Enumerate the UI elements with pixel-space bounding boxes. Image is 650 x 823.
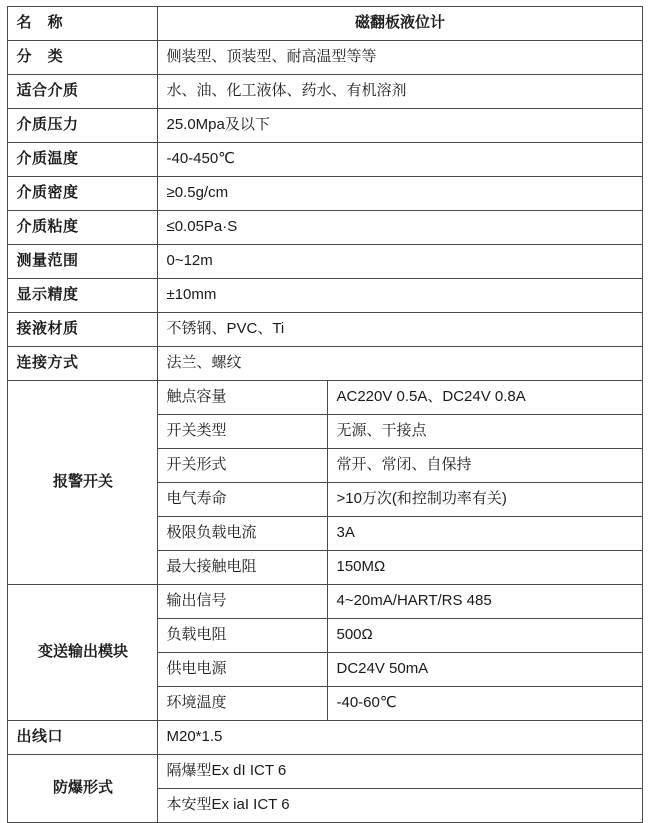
row-label-outlet: 出线口 — [8, 721, 158, 755]
table-row — [8, 75, 642, 109]
sub-value-output-signal: 4~20mA/HART/RS 485 — [328, 585, 642, 619]
row-value-medium: 水、油、化工液体、药水、有机溶剂 — [158, 75, 642, 109]
sub-value-switch-type: 无源、干接点 — [328, 415, 642, 449]
row-label-density: 介质密度 — [8, 177, 158, 211]
sub-value-max-contact-resistance: 150MΩ — [328, 551, 642, 585]
row-label-viscosity: 介质粘度 — [8, 211, 158, 245]
sub-label-limit-load-current: 极限负载电流 — [158, 517, 328, 551]
sub-label-contact-capacity: 触点容量 — [158, 381, 328, 415]
row-label-medium: 适合介质 — [8, 75, 158, 109]
sub-value-limit-load-current: 3A — [328, 517, 642, 551]
sub-value-contact-capacity: AC220V 0.5A、DC24V 0.8A — [328, 381, 642, 415]
table-row — [8, 177, 642, 211]
row-value-wetted-material: 不锈钢、PVC、Ti — [158, 313, 642, 347]
table-row — [8, 109, 642, 143]
table-row — [8, 381, 642, 415]
sub-value-explosion-proof-flameproof: 隔爆型Ex dI ICT 6 — [158, 755, 642, 789]
sub-label-load-resistance: 负载电阻 — [158, 619, 328, 653]
table-row — [8, 7, 642, 41]
row-label-connection: 连接方式 — [8, 347, 158, 381]
table-row — [8, 211, 642, 245]
sub-label-switch-form: 开关形式 — [158, 449, 328, 483]
sub-label-power-supply: 供电电源 — [158, 653, 328, 687]
sub-value-switch-form: 常开、常闭、自保持 — [328, 449, 642, 483]
row-value-density: ≥0.5g/cm — [158, 177, 642, 211]
table-row — [8, 585, 642, 619]
row-value-pressure: 25.0Mpa及以下 — [158, 109, 642, 143]
sub-label-switch-type: 开关类型 — [158, 415, 328, 449]
row-value-outlet: M20*1.5 — [158, 721, 642, 755]
group-label-alarm-switch: 报警开关 — [8, 381, 158, 585]
sub-label-electrical-life: 电气寿命 — [158, 483, 328, 517]
table-row — [8, 143, 642, 177]
row-value-viscosity: ≤0.05Pa·S — [158, 211, 642, 245]
row-label-range: 测量范围 — [8, 245, 158, 279]
row-label-accuracy: 显示精度 — [8, 279, 158, 313]
sub-value-power-supply: DC24V 50mA — [328, 653, 642, 687]
table-body — [8, 7, 642, 823]
table-row — [8, 721, 642, 755]
table-row — [8, 347, 642, 381]
specification-table — [7, 6, 642, 823]
row-label-pressure: 介质压力 — [8, 109, 158, 143]
table-row — [8, 279, 642, 313]
group-label-explosion-proof: 防爆形式 — [8, 755, 158, 823]
row-value-name: 磁翻板液位计 — [158, 7, 642, 41]
table-row — [8, 755, 642, 789]
row-value-temperature: -40-450℃ — [158, 143, 642, 177]
row-label-temperature: 介质温度 — [8, 143, 158, 177]
group-label-transmitter-module: 变送输出模块 — [8, 585, 158, 721]
table-row — [8, 313, 642, 347]
row-value-range: 0~12m — [158, 245, 642, 279]
row-value-accuracy: ±10mm — [158, 279, 642, 313]
row-value-connection: 法兰、螺纹 — [158, 347, 642, 381]
row-label-name: 名 称 — [8, 7, 158, 41]
sub-value-explosion-proof-intrinsic: 本安型Ex iaI ICT 6 — [158, 789, 642, 823]
sub-value-load-resistance: 500Ω — [328, 619, 642, 653]
sub-label-max-contact-resistance: 最大接触电阻 — [158, 551, 328, 585]
sub-value-electrical-life: >10万次(和控制功率有关) — [328, 483, 642, 517]
sub-label-ambient-temperature: 环境温度 — [158, 687, 328, 721]
row-label-wetted-material: 接液材质 — [8, 313, 158, 347]
row-label-classification: 分 类 — [8, 41, 158, 75]
sub-value-ambient-temperature: -40-60℃ — [328, 687, 642, 721]
table-row — [8, 245, 642, 279]
row-value-classification: 侧装型、顶装型、耐高温型等等 — [158, 41, 642, 75]
sub-label-output-signal: 输出信号 — [158, 585, 328, 619]
table-row — [8, 41, 642, 75]
